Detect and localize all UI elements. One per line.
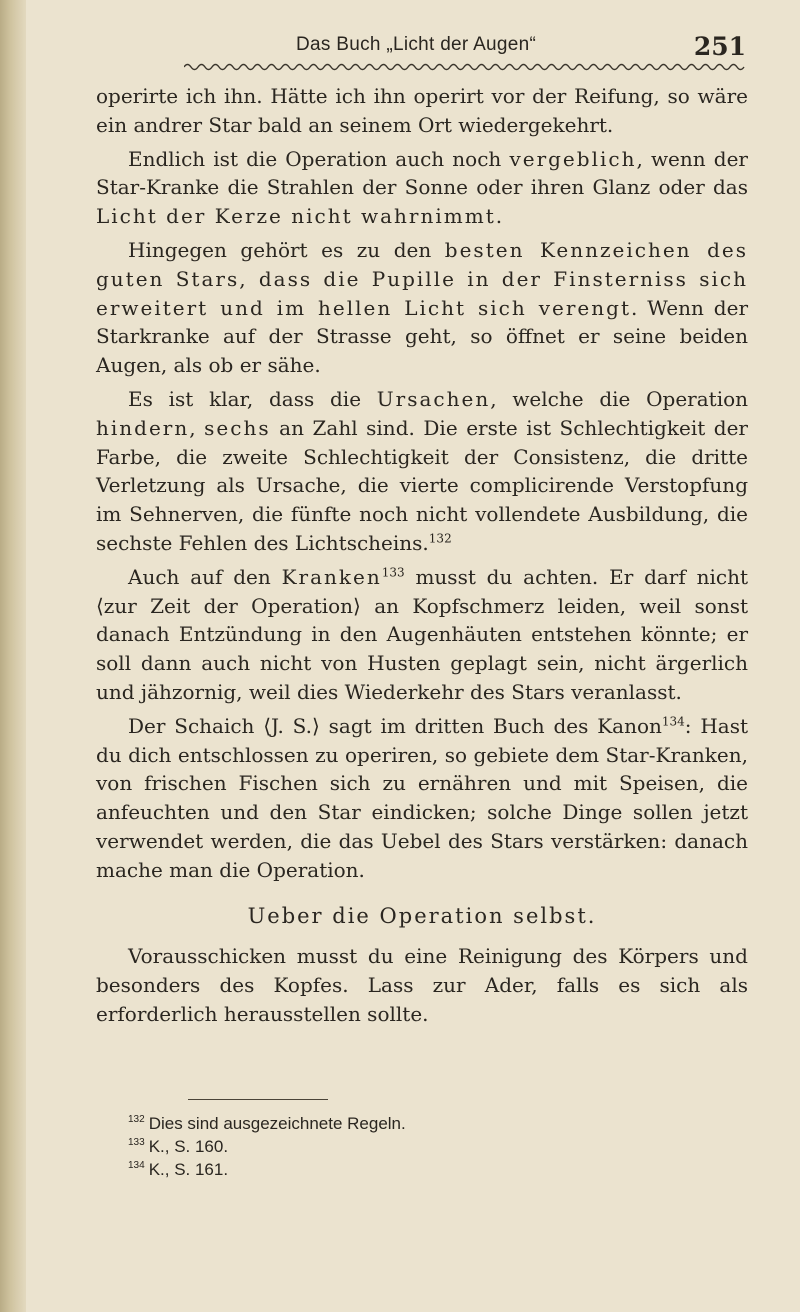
paragraph-text: , wenn der Star-Kranke die Strahlen der Sonne oder ihren Glanz oder das	[96, 146, 748, 200]
footnote-marker[interactable]: 132	[428, 531, 452, 546]
emphasis-text: sechs	[204, 415, 271, 440]
paragraph-1	[96, 82, 748, 140]
page-number: 251	[693, 32, 746, 61]
paragraph-5	[96, 563, 748, 707]
paragraph-2	[96, 145, 748, 231]
paragraph-text: Vorausschicken musst du eine Reinigung des Körpers und besonders des Kopfes. Lass zur Ader, falls es sich als erforderlich herausstellen sollte.	[96, 944, 748, 1026]
footnote-number: 133	[128, 1137, 145, 1149]
emphasis-text: besten Kennzeichen des guten Stars, dass die Pupille in der Finsterniss sich erweitert und im hellen Licht sich verengt	[96, 237, 749, 320]
paragraph-text: operirte ich ihn. Hätte ich ihn operirt vor der Reifung, so wäre ein andrer Star bald an seinem Ort wiedergekehrt.	[96, 84, 748, 137]
footnote-marker[interactable]: 134	[661, 714, 685, 729]
footnote-text: K., S. 160.	[148, 1137, 229, 1156]
emphasis-text: hindern	[96, 415, 190, 440]
section-heading: Ueber die Operation selbst.	[247, 903, 597, 928]
footnote-marker[interactable]: 133	[381, 565, 405, 580]
running-title: Das Buch „Licht der Augen“	[296, 34, 537, 55]
footnote-item	[128, 1112, 728, 1135]
footnote-number: 132	[128, 1114, 145, 1126]
paragraph-text: Der Schaich ⟨J. S.⟩ sagt im dritten Buch des Kanon	[128, 713, 662, 738]
paragraph-7	[96, 942, 748, 1028]
emphasis-text: Kranken	[281, 564, 382, 589]
paragraph-text: : Hast du dich entschlossen zu operiren, so gebiete dem Star-Kranken, von frischen Fischen sich zu ernähren und mit Speisen, die anfeuchten und den Star eindicken; solche Dinge sollen jetzt verwendet werden, die das Uebel des Stars verstärken: danach mache man die Operation.	[96, 713, 748, 882]
emphasis-text: Licht der Kerze nicht wahrnimmt	[96, 204, 496, 229]
paragraph-text: Es ist klar, dass die	[128, 386, 377, 411]
paragraph-text: an Zahl sind. Die erste ist Schlechtigkeit der Farbe, die zweite Schlechtigkeit der Consistenz, die dritte Verletzung als Ursache, die vierte complicirende Verstopfung im Sehnerven, die fünfte noch nicht vollendete Ausbildung, die sechste Fehlen des Lichtscheins.	[96, 415, 748, 555]
footnote-item	[128, 1135, 728, 1158]
main-text	[96, 82, 748, 1034]
paragraph-text: musst du achten. Er darf nicht ⟨zur Zeit der Operation⟩ an Kopfschmerz leiden, weil sonst danach Entzündung in den Augenhäuten entstehen könnte; er soll dann auch nicht von Husten geplagt sein, nicht ärgerlich und jähzornig, weil dies Wiederkehr des Stars veranlasst.	[96, 564, 748, 704]
footnote-number: 134	[128, 1160, 145, 1172]
footnote-divider	[188, 1099, 328, 1100]
emphasis-text: Ursachen	[376, 386, 491, 411]
emphasis-text: vergeblich	[509, 146, 637, 171]
footnote-item	[128, 1158, 728, 1181]
paragraph-text: ,	[189, 415, 205, 440]
footnotes	[128, 1112, 728, 1181]
header-ornament-rule	[184, 60, 746, 74]
book-gutter-shadow	[0, 0, 26, 1312]
paragraph-text: , welche die Operation	[490, 386, 749, 411]
paragraph-3	[96, 236, 748, 380]
paragraph-text: .	[495, 204, 503, 229]
paragraph-text: Hingegen gehört es zu den	[128, 237, 445, 262]
paragraph-4	[96, 385, 748, 558]
paragraph-text: Auch auf den	[128, 564, 282, 589]
book-page	[26, 0, 800, 1312]
footnote-text: K., S. 161.	[148, 1160, 229, 1179]
paragraph-text: . Wenn der Starkranke auf der Strasse geht, so öffnet er seine beiden Augen, als ob er sähe.	[96, 295, 749, 378]
paragraph-6	[96, 712, 748, 885]
footnote-text: Dies sind ausgezeichnete Regeln.	[148, 1114, 406, 1133]
paragraph-text: Endlich ist die Operation auch noch	[128, 146, 510, 171]
